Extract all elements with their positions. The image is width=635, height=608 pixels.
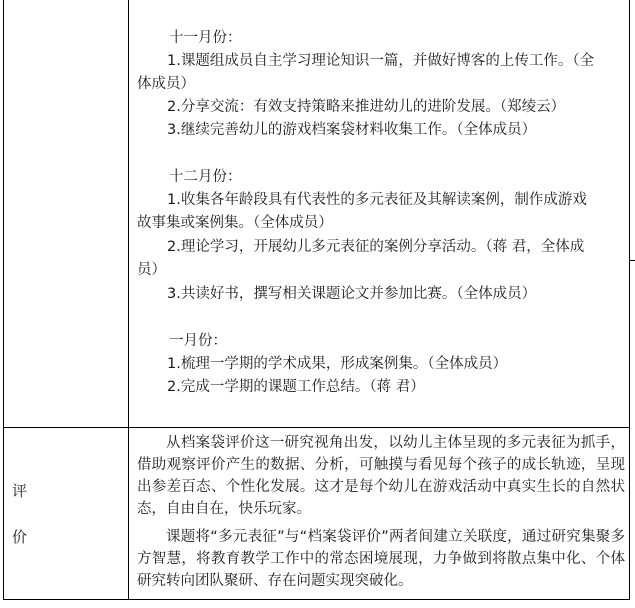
row-divider-top [629,260,635,261]
table-column-divider [128,0,129,600]
november-item-1a: 1.课题组成员自主学习理论知识一篇，并做好博客的上传工作。（全 [167,53,595,69]
december-item-1b: 故事集或案例集。（全体成员） [137,215,333,231]
december-item-1a: 1.收集各年龄段具有代表性的多元表征及其解读案例，制作成游戏 [167,192,587,208]
evaluation-label-top: 评 [12,482,28,500]
december-heading: 十二月份： [169,169,242,185]
january-heading: 一月份： [169,333,227,349]
november-item-3: 3.继续完善幼儿的游戏档案袋材料收集工作。（全体成员） [167,122,537,138]
january-item-1: 1.梳理一学期的学术成果，形成案例集。（全体成员） [167,356,508,372]
january-item-2: 2.完成一学期的课题工作总结。（蒋 君） [167,379,425,395]
november-item-1b: 体成员） [137,76,195,92]
evaluation-paragraph-1: 从档案袋评价这一研究视角出发，以幼儿主体呈现的多元表征为抓手，借助观察评价产生的数据、分析，可触摸与看见每个孩子的成长轨迹，呈现出参差百态、个性化发展。这才是每个幼儿在游戏活动中真实生长的自然状态，自由自在，快乐玩家。 [137,435,625,517]
table-right-border [629,0,630,600]
row-divider [3,427,630,428]
table-left-border [3,0,4,600]
evaluation-paragraph-2: 课题将“多元表征”与“档案袋评价”两者间建立关联度，通过研究集聚多方智慧，将教育教学工作中的常态困境展现，力争做到将散点集中化、个体研究转向团队聚研、存在问题实现突破化。 [137,529,625,589]
december-item-2b: 员） [137,262,166,278]
table-bottom-border [3,599,630,600]
november-heading: 十一月份： [169,30,242,46]
december-item-2a: 2.理论学习，开展幼儿多元表征的案例分享活动。（蒋 君，全体成 [167,239,585,255]
november-item-2: 2.分享交流：有效支持策略来推进幼儿的进阶发展。（郑绫云） [167,99,566,115]
evaluation-label-bottom: 价 [12,528,28,546]
december-item-3: 3.共读好书，撰写相关课题论文并参加比赛。（全体成员） [167,286,537,302]
